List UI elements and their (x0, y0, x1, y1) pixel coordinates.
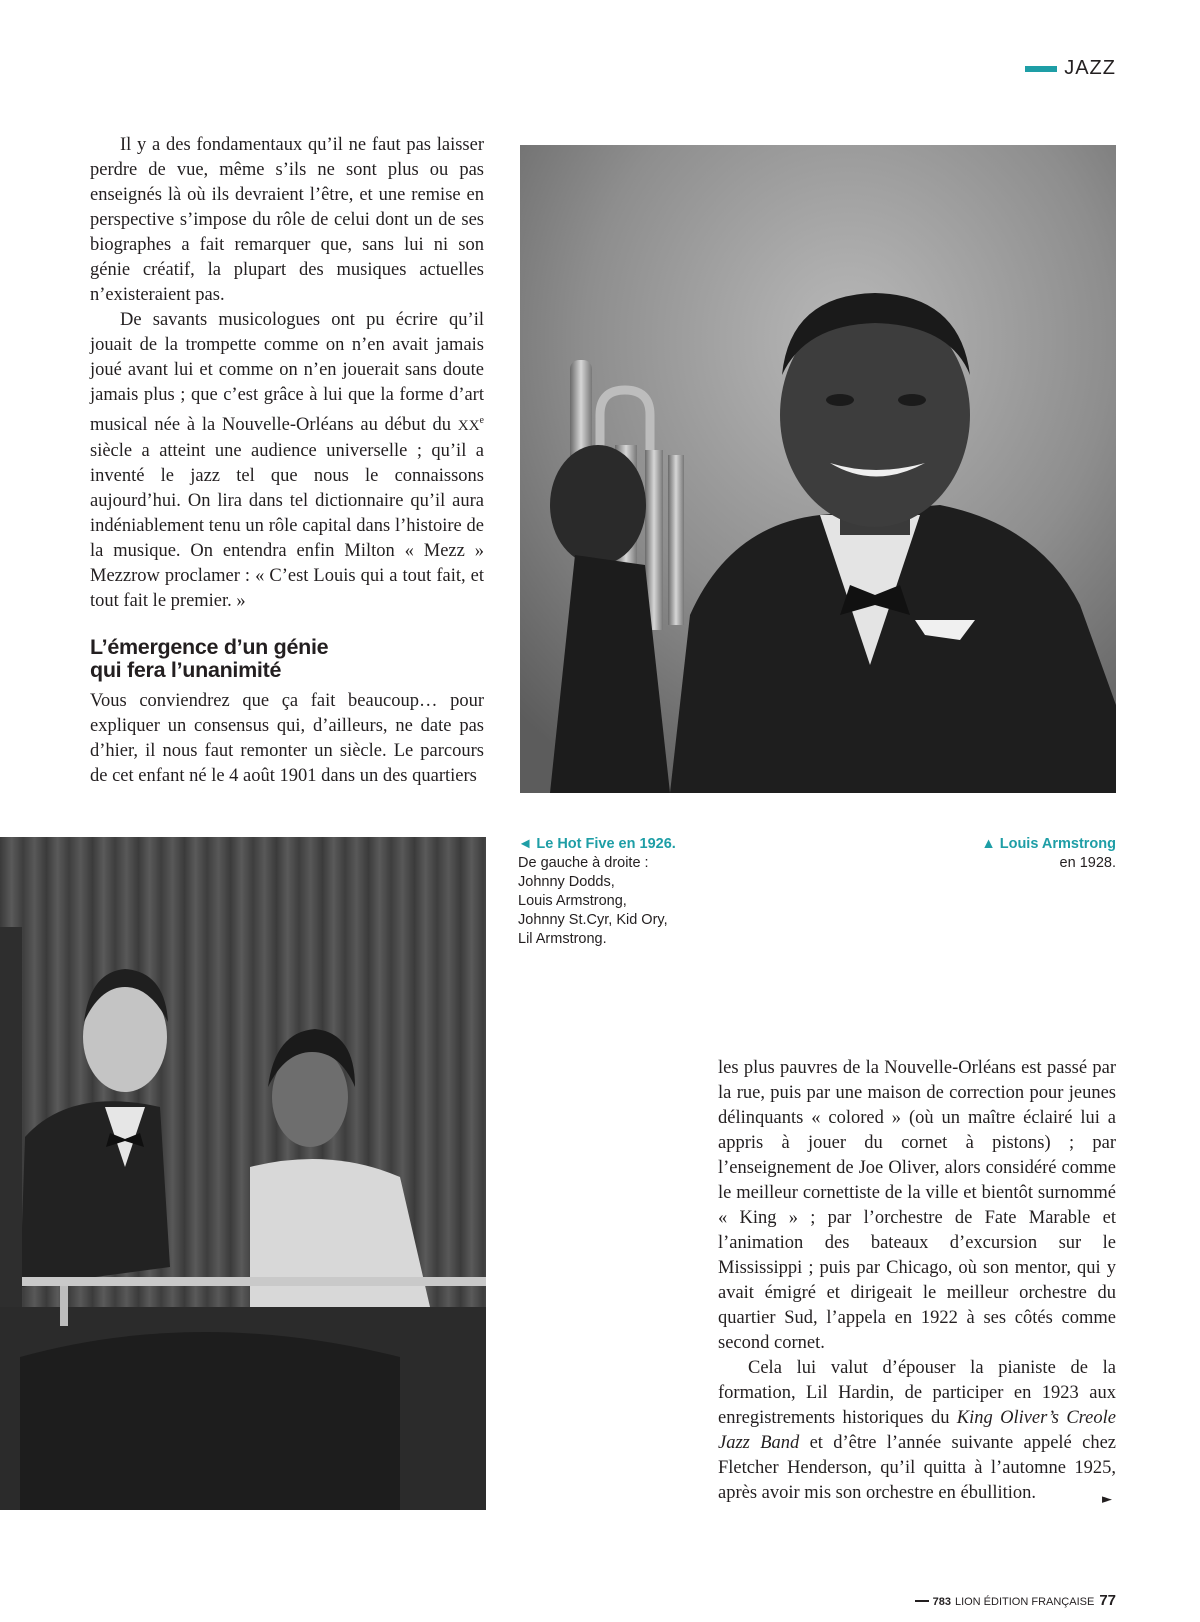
caption-louis-armstrong-body: en 1928. (1059, 855, 1116, 871)
section-label: JAZZ (1064, 57, 1116, 79)
caption-louis-armstrong (981, 835, 1116, 873)
section-tag (1025, 57, 1116, 80)
footer-publication: LION ÉDITION FRANÇAISE (954, 1596, 1095, 1608)
caption-hot-five-title: ◄ Le Hot Five en 1926. (518, 836, 676, 852)
caption-hot-five-body: De gauche à droite : Johnny Dodds, Louis Armstrong, Johnny St.Cyr, Kid Ory, Lil Armstrong. (518, 855, 668, 947)
band-photo-illustration (0, 837, 486, 1510)
article-paragraph-4: les plus pauvres de la Nouvelle-Orléans est passé par la rue, puis par une maison de correction pour jeunes délinquants « colored » (où un maître éclairé lui a appris à jouer du cornet à pistons) ; par l’enseignement de Joe Oliver, alors considéré comme le meilleur cornettiste de la ville et bientôt surnommé « King » ; par l’orchestre de Fate Marable et l’animation des bateaux d’excursion sur le Mississippi ; puis par Chicago, où son mentor, qui y avait émigré et dirigeait le meilleur orchestre du quartier Sud, l’appela en 1922 à ses côtés comme second cornet. (718, 1058, 1116, 1353)
article-paragraph-5 (718, 1356, 1116, 1506)
footer-page-number: 77 (1099, 1592, 1116, 1609)
continue-arrow-icon: ► (1102, 1492, 1112, 1507)
article-paragraph-2 (90, 308, 484, 614)
century-superscript: e (479, 415, 484, 426)
page-footer (915, 1592, 1116, 1609)
section-accent-bar (1025, 66, 1057, 72)
paragraph-2-text-start: De savants musicologues ont pu écrire qu’il jouait de la trompette comme on n’en avait jamais joué avant lui et comme on n’en jouerait sans doute jamais plus ; que c’est grâce à lui que la forme d’art musical née à la Nouvelle-Orléans au début du (90, 310, 484, 436)
portrait-illustration (520, 145, 1116, 793)
paragraph-5-text-start: Cela lui valut d’épouser la pianiste de la formation, Lil Hardin, de participer en 1923 aux enregistrements historiques du (718, 1358, 1116, 1428)
photo-hot-five-1926 (0, 837, 486, 1510)
footer-issue-number: 783 (932, 1596, 951, 1608)
paragraph-2-text-end: siècle a atteint une audience universelle ; qu’il a inventé le jazz tel que nous le connaissons aujourd’hui. On lira dans tel dictionnaire qu’il aura indéniablement tenu un rôle capital dans l’histoire de la musique. On entendra enfin Milton « Mezz » Mezzrow proclamer : « C’est Louis qui a tout fait, et tout fait le premier. » (90, 441, 484, 612)
article-column-right (718, 1056, 1116, 1506)
footer-accent-bar (915, 1600, 929, 1602)
caption-louis-armstrong-title: ▲ Louis Armstrong (981, 836, 1116, 852)
article-column-left (90, 133, 484, 789)
article-subheading: L’émergence d’un génie qui fera l’unanimité (90, 635, 329, 683)
article-paragraph-3: Vous conviendrez que ça fait beaucoup… pour expliquer un consensus qui, d’ailleurs, ne date pas d’hier, il nous faut remonter un siècle. Le parcours de cet enfant né le 4 août 1901 dans un des quartiers (90, 691, 484, 787)
paragraph-5-text-end: et d’être l’année suivante appelé chez Fletcher Henderson, qu’il quitta à l’automne 1925, après avoir mis son orchestre en ébullition. (718, 1433, 1116, 1503)
band-name-italic: King Oliver’s Creole Jazz Band (718, 1408, 1116, 1453)
century-numeral: XX (457, 418, 480, 435)
photo-louis-armstrong-1928 (520, 145, 1116, 793)
article-paragraph-1: Il y a des fondamentaux qu’il ne faut pas laisser perdre de vue, même s’ils ne sont plus ou pas enseignés là où ils devraient l’être, et une remise en perspective s’impose du rôle de celui dont un de ses biographes a fait remarquer que, sans lui ni son génie créatif, la plupart des musiques actuelles n’existeraient pas. (90, 135, 484, 305)
caption-hot-five (518, 835, 688, 949)
